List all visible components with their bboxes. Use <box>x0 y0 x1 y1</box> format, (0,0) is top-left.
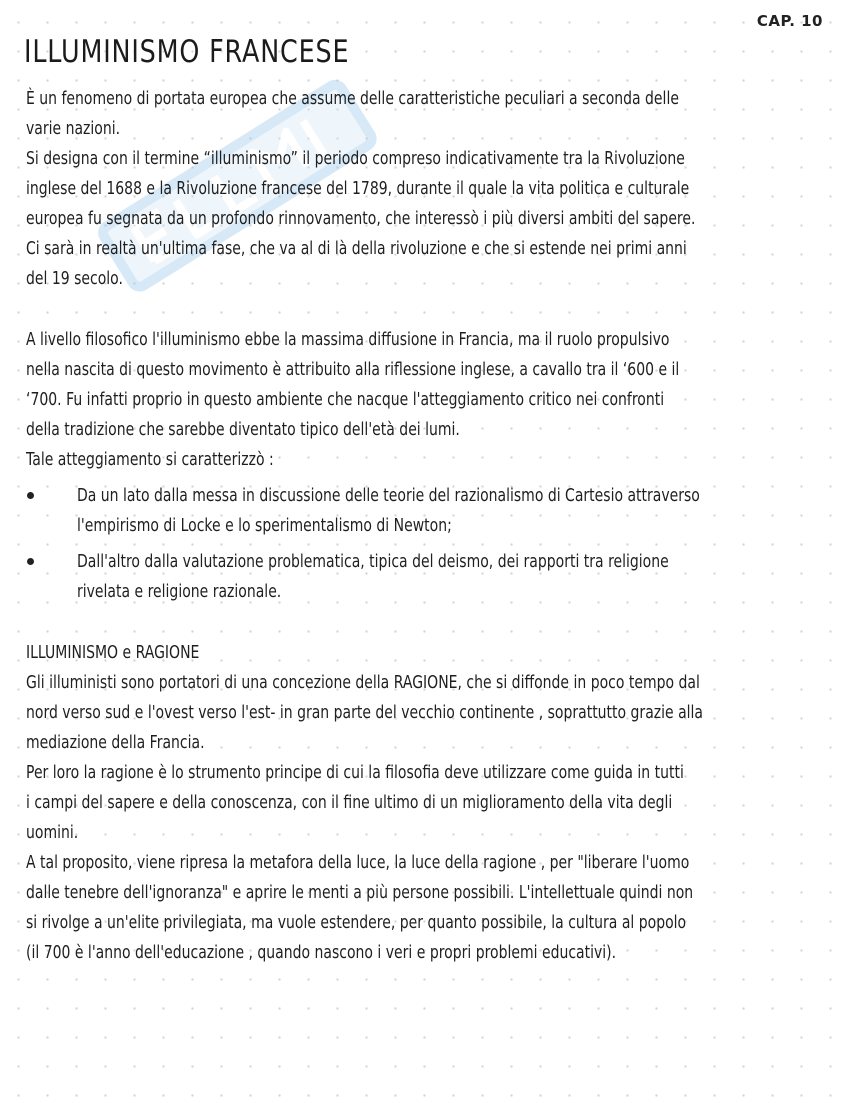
bullet-dot <box>27 558 34 565</box>
text-line: nord verso sud e l'ovest verso l'est- in gran parte del vecchio continente , soprattutto grazie alla <box>26 703 704 723</box>
chapter-label: CAP. 10 <box>756 12 823 30</box>
bullet-line: Da un lato dalla messa in discussione delle teorie del razionalismo di Cartesio attraverso <box>77 486 700 506</box>
text-line: europea fu segnata da un profondo rinnovamento, che interessò i più diversi ambiti del sapere. <box>26 209 696 229</box>
text-line: A livello filosofico l'illuminismo ebbe la massima diffusione in Francia, ma il ruolo propulsivo <box>26 330 670 350</box>
text-line: A tal proposito, viene ripresa la metafora della luce, la luce della ragione , per "liberare l'uomo <box>26 853 690 873</box>
text-line: Si designa con il termine “illuminismo” il periodo compreso indicativamente tra la Rivoluzione <box>26 149 685 169</box>
text-line: uomini. <box>26 823 79 843</box>
bullet-line: l'empirismo di Locke e lo sperimentalismo di Newton; <box>77 516 452 536</box>
text-line: si rivolge a un'elite privilegiata, ma vuole estendere, per quanto possibile, la cultura al popolo <box>26 913 687 933</box>
section-heading: ILLUMINISMO e RAGIONE <box>26 643 200 663</box>
text-line: varie nazioni. <box>26 119 121 139</box>
text-line: nella nascita di questo movimento è attribuito alla riflessione inglese, a cavallo tra il ‘600 e il <box>26 360 680 380</box>
text-line: mediazione della Francia. <box>26 733 205 753</box>
text-line: del 19 secolo. <box>26 269 123 289</box>
text-line: È un fenomeno di portata europea che assume delle caratteristiche peculiari a seconda delle <box>26 89 679 109</box>
page-title: ILLUMINISMO FRANCESE <box>24 34 350 70</box>
bullet-dot <box>27 492 34 499</box>
text-line: Ci sarà in realtà un'ultima fase, che va al di là della rivoluzione e che si estende nei primi anni <box>26 239 687 259</box>
text-line: ‘700. Fu infatti proprio in questo ambiente che nacque l'atteggiamento critico nei confronti <box>26 390 665 410</box>
text-line: (il 700 è l'anno dell'educazione , quando nascono i veri e propri problemi educativi). <box>26 943 617 963</box>
text-line: della tradizione che sarebbe diventato tipico dell'età dei lumi. <box>26 420 460 440</box>
text-line: Gli illuministi sono portatori di una concezione della RAGIONE, che si diffonde in poco tempo dal <box>26 673 700 693</box>
text-line: Per loro la ragione è lo strumento principe di cui la filosofia deve utilizzare come guida in tutti <box>26 763 684 783</box>
bullet-line: Dall'altro dalla valutazione problematica, tipica del deismo, dei rapporti tra religione <box>77 552 669 572</box>
text-line: inglese del 1688 e la Rivoluzione francese del 1789, durante il quale la vita politica e culturale <box>26 179 690 199</box>
text-line: dalle tenebre dell'ignoranza" e aprire le menti a più persone possibili. L'intellettuale quindi non <box>26 883 694 903</box>
bullet-line: rivelata e religione razionale. <box>77 582 282 602</box>
text-line: Tale atteggiamento si caratterizzò : <box>26 450 274 470</box>
text-line: i campi del sapere e della conoscenza, con il fine ultimo di un miglioramento della vita degli <box>26 793 673 813</box>
